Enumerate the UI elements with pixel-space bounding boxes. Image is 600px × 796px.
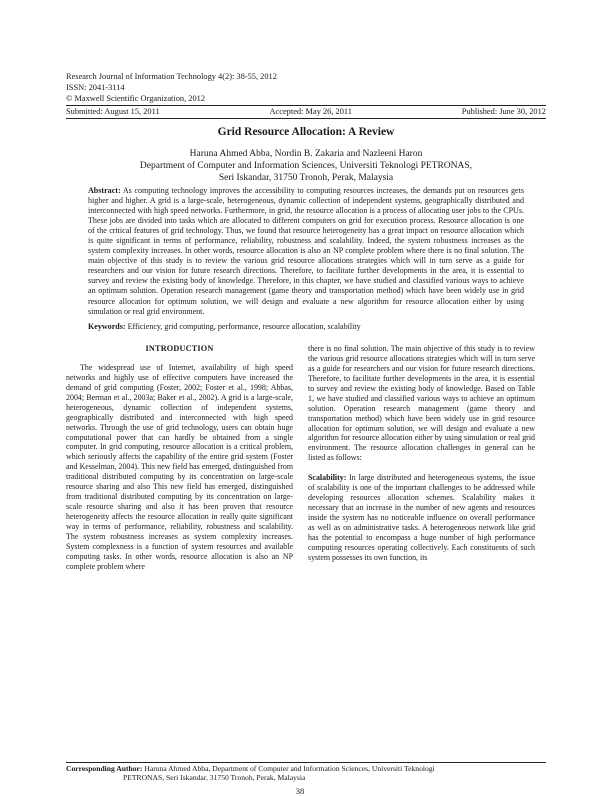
intro-paragraph-2: there is no final solution. The main objective of this study is to review the various grid resource allocations strategies which will in turn serve as a guide for researchers and our vision for future research directions. Therefore, to facilitate further developments in the area, it is essential to survey and review the existing body of knowledge. Based on Table 1, we have studied and classified various ways to achieve an optimum solution. Operation research management (game theory and transportation method) which have been widely use in grid resource allocation for optimum solution, we will design and evaluate a new algorithm for resource allocation either by using simulation or real grid environment. The resource allocation challenges in general can be listed as follows: — [308, 344, 535, 463]
header-rule-top — [66, 105, 546, 106]
keywords-label: Keywords: — [88, 322, 126, 331]
journal-citation: Research Journal of Information Technology 4(2): 38-55, 2012 — [66, 72, 277, 81]
journal-issn: ISSN: 2041-3114 — [66, 83, 125, 92]
abstract-text: As computing technology improves the accessibility to computing resources increases, the demands put on resources gets higher and higher. A grid is a large-scale, heterogeneous, dynamic collection of independent systems, geographically distributed and interconnected with high speed networks. Furthermore, in grid, the resource allocation is a process of allocating user jobs to the CPUs. These jobs are divided into tasks which are allocated to different computers on grid for execution process. Resource allocation is one of the critical features of grid technology. Thus, we found that resource heterogeneity has a great impact on resource allocation which is quite significant in terms of performance, reliability, robustness and scalability. Indeed, the system robustness increases as the system complexity increases. In other words, resource allocation is also an NP complete problem where there is no final solution. The main objective of this study is to review the various grid resource allocations strategies which will in turn serve as a guide for researchers and our vision for future research directions. Therefore, to facilitate further developments in the area, it is essential to survey and review the existing body of knowledge. Therefore, in this chapter, we have studied and classified various ways to achieve an optimum solution. Operation research management (game theory and transportation method) which have been widely use in grid resource allocation for optimum solution, we will design and evaluate a new algorithm for resource allocation either by using simulation or real grid environment. — [88, 186, 524, 316]
scalability-label: Scalability: — [308, 473, 347, 483]
scalability-text: In large distributed and heterogeneous systems, the issue of scalability is one of the important challenges to be addressed while developing resources allocation schemes. Scalability makes it necessary that an increase in the number of new agents and resources inside the system has no noticeable influence on overall performance as well as on administrative tasks. A heterogeneous network like grid has the potential to encompass a huge number of high performance computing resources operating collectively. Each constituents of such system possesses its own function, its — [308, 473, 535, 562]
abstract — [88, 186, 524, 317]
corresponding-author-label: Corresponding Author: — [66, 764, 143, 773]
page-number: 38 — [295, 786, 305, 796]
published-date: Published: June 30, 2012 — [461, 107, 546, 116]
keywords — [88, 322, 524, 332]
paper-title: Grid Resource Allocation: A Review — [217, 126, 395, 138]
author-block — [66, 148, 546, 185]
affiliation-line-2: Seri Iskandar, 31750 Tronoh, Perak, Malaysia — [218, 173, 394, 184]
journal-header — [66, 71, 546, 104]
scalability-paragraph — [308, 473, 535, 562]
journal-copyright: © Maxwell Scientific Organization, 2012 — [66, 94, 206, 103]
intro-paragraph-1: The widespread use of Internet, availability of high speed networks and highly use of effective computers have increased the demand of grid computing (Foster, 2002; Foster et al., 1998; Abbas, 2004; Berman et al., 2003a; Baker et al., 2002). A grid is a large-scale, heterogeneous, dynamic collection of independent systems, geographically distributed and interconnected with high speed networks. Through the use of grid technology, users can obtain huge computational power that can hardly be obtained from a single computer. In grid computing, resource allocation is a critical problem, which seriously affects the capability of the entire grid system (Foster and Kesselman, 2004). This new field has emerged, distinguished from traditional distributed computing by its concentration on large-scale resource sharing and also This new field has emerged, distinguished from traditional distributed computing by its concentration on large-scale resource sharing and also it has been proven that resource heterogeneity affects the resource allocation in really quite significant way in terms of performance, reliability, robustness and scalability. The system robustness increases as system complexity increases. System complexness is a function of system resources and available computing tasks. In other words, resource allocation is also an NP complete problem where — [66, 362, 293, 571]
author-names: Haruna Ahmed Abba, Nordin B. Zakaria and Nazleeni Haron — [189, 149, 423, 159]
abstract-label: Abstract: — [88, 186, 121, 195]
submission-dates — [66, 107, 546, 117]
keywords-text: Efficiency, grid computing, performance, resource allocation, scalability — [125, 322, 361, 331]
header-rule-bottom — [66, 118, 546, 119]
right-column — [308, 344, 535, 563]
left-column — [66, 344, 293, 572]
corresponding-author-footnote — [66, 764, 546, 782]
corresponding-author-text-2: PETRONAS, Seri Iskandar, 31750 Tronoh, Perak, Malaysia — [123, 773, 306, 782]
accepted-date: Accepted: May 26, 2011 — [269, 107, 352, 116]
affiliation-line-1: Department of Computer and Information Sciences, Universiti Teknologi PETRONAS, — [139, 161, 473, 172]
submitted-date: Submitted: August 15, 2011 — [66, 107, 160, 116]
corresponding-author-text-1: Haruna Ahmed Abba, Department of Computer and Information Sciences, Universiti Teknologi — [142, 764, 435, 773]
section-heading-introduction: INTRODUCTION — [145, 344, 214, 353]
footnote-rule — [66, 762, 546, 763]
